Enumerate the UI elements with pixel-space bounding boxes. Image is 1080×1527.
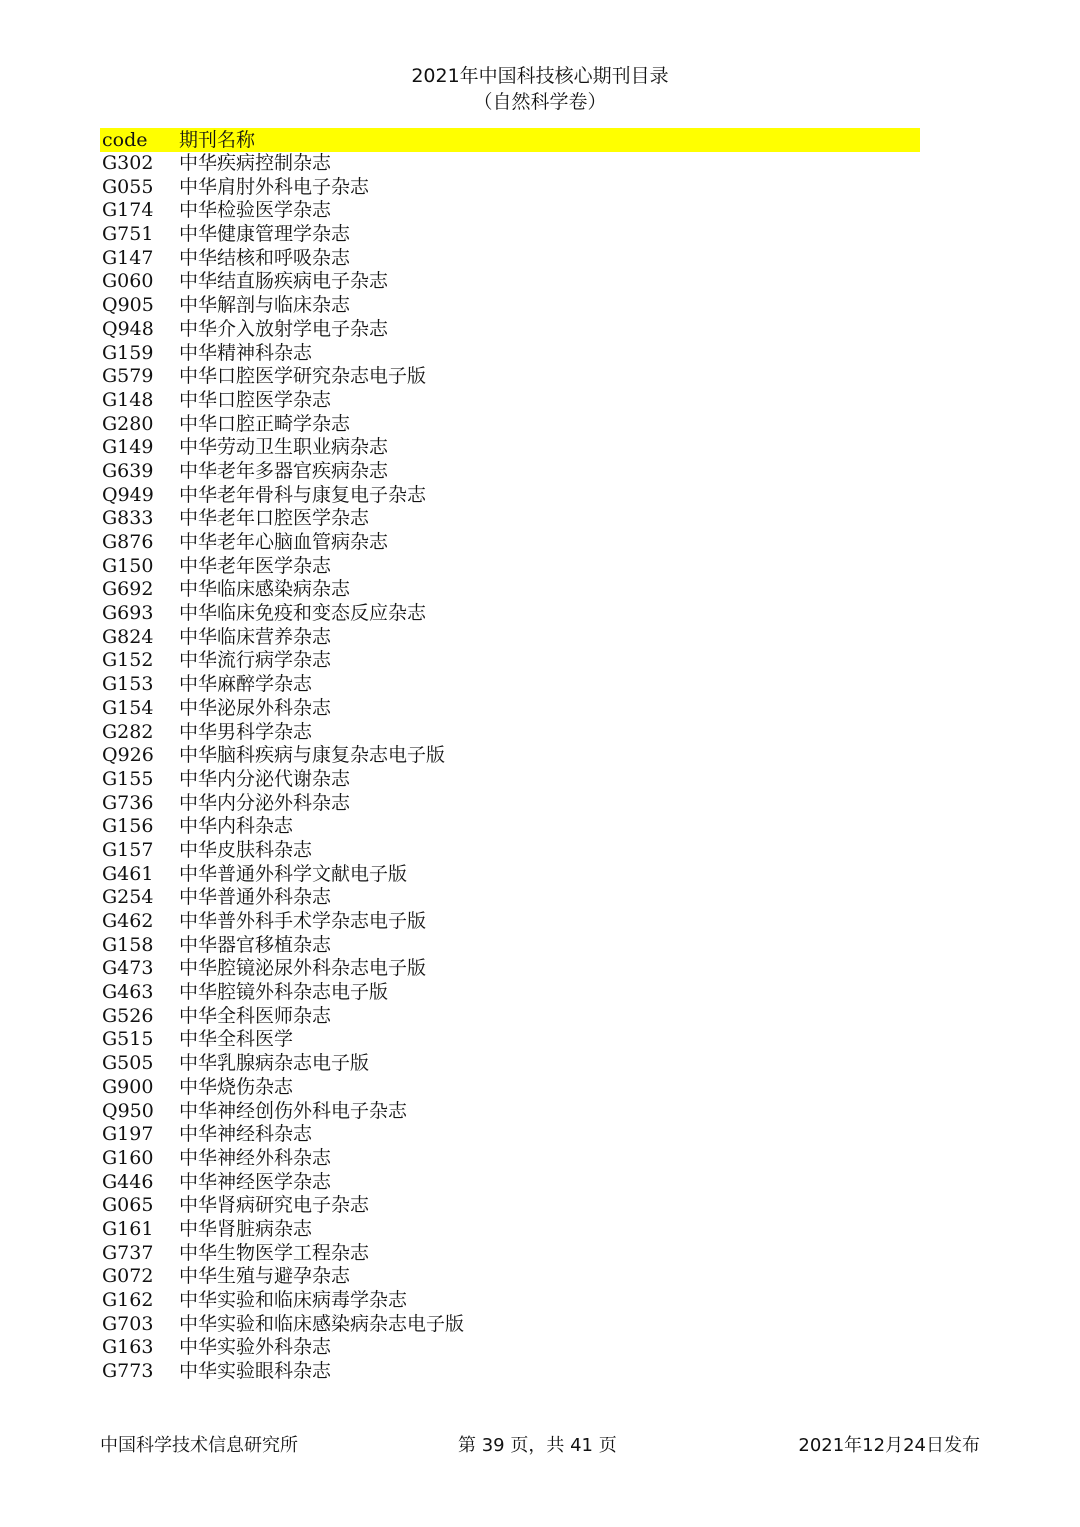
table-row <box>100 1171 920 1195</box>
journal-name: 中华神经医学杂志 <box>179 1170 332 1193</box>
table-row <box>100 839 920 863</box>
journal-code: G174 <box>102 199 154 222</box>
journal-code: G150 <box>102 554 154 577</box>
journal-table <box>100 128 920 1384</box>
journal-name: 中华肩肘外科电子杂志 <box>179 175 370 198</box>
journal-code: G692 <box>102 578 154 601</box>
journal-code: G463 <box>102 981 154 1004</box>
journal-name: 中华临床免疫和变态反应杂志 <box>179 602 427 625</box>
journal-code: G158 <box>102 933 154 956</box>
journal-code: G505 <box>102 1052 154 1075</box>
journal-code: Q948 <box>102 317 154 340</box>
table-row <box>100 555 920 579</box>
table-row <box>100 342 920 366</box>
journal-name: 中华神经外科杂志 <box>179 1146 332 1169</box>
journal-code: G824 <box>102 625 154 648</box>
journal-code: G161 <box>102 1217 154 1240</box>
table-row <box>100 957 920 981</box>
journal-name: 中华普外科手术学杂志电子版 <box>179 910 427 932</box>
journal-name: 中华神经科杂志 <box>179 1123 313 1146</box>
journal-name: 中华结直肠疾病电子杂志 <box>179 270 389 293</box>
document-title-block <box>0 63 1080 115</box>
journal-name: 中华全科医师杂志 <box>179 1004 332 1027</box>
journal-name: 中华神经创伤外科电子杂志 <box>179 1099 408 1122</box>
table-body <box>100 152 920 1384</box>
journal-name: 中华皮肤科杂志 <box>179 838 313 861</box>
journal-code: G876 <box>102 531 154 553</box>
table-row <box>100 413 920 437</box>
journal-name: 中华器官移植杂志 <box>179 933 332 956</box>
journal-name: 中华老年骨科与康复电子杂志 <box>179 483 427 506</box>
journal-code: G148 <box>102 388 154 411</box>
journal-code: G639 <box>102 459 154 482</box>
journal-name: 中华口腔医学研究杂志电子版 <box>179 365 427 388</box>
journal-code: Q905 <box>102 294 154 317</box>
table-row <box>100 484 920 508</box>
table-header-row <box>100 128 920 152</box>
table-row <box>100 815 920 839</box>
journal-name: 中华老年医学杂志 <box>179 554 332 577</box>
table-row <box>100 1147 920 1171</box>
page-footer <box>100 1433 980 1459</box>
journal-code: G159 <box>102 341 154 364</box>
table-row <box>100 318 920 342</box>
journal-code: G900 <box>102 1075 154 1098</box>
journal-code: G473 <box>102 957 154 980</box>
table-row <box>100 247 920 271</box>
table-row <box>100 981 920 1005</box>
journal-name: 中华临床营养杂志 <box>179 625 332 648</box>
table-row <box>100 721 920 745</box>
journal-name: 中华实验和临床感染病杂志电子版 <box>179 1312 465 1335</box>
document-title: 2021年中国科技核心期刊目录 <box>411 65 669 87</box>
journal-code: G152 <box>102 649 154 672</box>
journal-code: Q950 <box>102 1099 154 1122</box>
table-row <box>100 1005 920 1029</box>
journal-name: 中华检验医学杂志 <box>179 199 332 222</box>
journal-code: G065 <box>102 1194 154 1217</box>
journal-code: Q949 <box>102 483 154 506</box>
table-row <box>100 1265 920 1289</box>
journal-name: 中华肾脏病杂志 <box>179 1217 313 1240</box>
journal-code: G703 <box>102 1312 154 1335</box>
table-row <box>100 223 920 247</box>
journal-code: G693 <box>102 602 154 625</box>
journal-name: 中华内分泌外科杂志 <box>179 791 351 814</box>
journal-name: 中华肾病研究电子杂志 <box>179 1194 370 1217</box>
table-row <box>100 294 920 318</box>
document-subtitle: （自然科学卷） <box>473 91 607 113</box>
journal-code: G163 <box>102 1336 154 1359</box>
footer-page-info: 第 39 页，共 41 页 <box>458 1435 617 1456</box>
table-row <box>100 744 920 768</box>
journal-code: G282 <box>102 720 154 743</box>
journal-code: G526 <box>102 1004 154 1027</box>
journal-code: G155 <box>102 767 154 790</box>
journal-name: 中华口腔医学杂志 <box>179 388 332 411</box>
journal-code: G302 <box>102 152 154 174</box>
journal-name: 中华劳动卫生职业病杂志 <box>179 436 389 459</box>
journal-code: G153 <box>102 673 154 696</box>
journal-code: G154 <box>102 696 154 719</box>
journal-code: G157 <box>102 838 154 861</box>
table-row <box>100 910 920 934</box>
table-row <box>100 531 920 555</box>
table-row <box>100 507 920 531</box>
journal-code: G773 <box>102 1360 154 1383</box>
journal-code: G280 <box>102 412 154 435</box>
footer-publish-date: 2021年12月24日发布 <box>798 1435 980 1456</box>
table-row <box>100 649 920 673</box>
journal-code: G737 <box>102 1241 154 1264</box>
journal-code: G461 <box>102 862 154 885</box>
journal-name: 中华男科学杂志 <box>179 720 313 743</box>
table-row <box>100 1218 920 1242</box>
journal-name: 中华口腔正畸学杂志 <box>179 412 351 435</box>
table-row <box>100 1313 920 1337</box>
journal-name: 中华实验和临床病毒学杂志 <box>179 1289 408 1311</box>
journal-name: 中华生殖与避孕杂志 <box>179 1265 351 1288</box>
table-row <box>100 460 920 484</box>
journal-code: G072 <box>102 1265 154 1288</box>
journal-code: G515 <box>102 1028 154 1051</box>
journal-code: G060 <box>102 270 154 293</box>
journal-code: Q926 <box>102 744 154 767</box>
journal-code: G736 <box>102 791 154 814</box>
table-row <box>100 886 920 910</box>
journal-name: 中华脑科疾病与康复杂志电子版 <box>179 744 446 767</box>
footer-organization: 中国科学技术信息研究所 <box>100 1435 298 1456</box>
journal-name: 中华乳腺病杂志电子版 <box>179 1052 370 1075</box>
table-row <box>100 697 920 721</box>
journal-name: 中华解剖与临床杂志 <box>179 294 351 317</box>
journal-name: 中华泌尿外科杂志 <box>179 696 332 719</box>
journal-name: 中华实验外科杂志 <box>179 1336 332 1359</box>
journal-name: 中华流行病学杂志 <box>179 649 332 672</box>
table-row <box>100 152 920 176</box>
table-row <box>100 1336 920 1360</box>
journal-code: G055 <box>102 175 154 198</box>
table-row <box>100 1028 920 1052</box>
journal-name: 中华实验眼科杂志 <box>179 1360 332 1383</box>
journal-name: 中华老年口腔医学杂志 <box>179 507 370 530</box>
journal-name: 中华腔镜外科杂志电子版 <box>179 981 389 1004</box>
journal-name: 中华生物医学工程杂志 <box>179 1241 370 1264</box>
journal-name: 中华内科杂志 <box>179 815 294 838</box>
journal-name: 中华结核和呼吸杂志 <box>179 246 351 269</box>
column-header-name: 期刊名称 <box>179 129 256 151</box>
journal-name: 中华老年心脑血管病杂志 <box>179 531 389 553</box>
journal-code: G751 <box>102 223 154 246</box>
table-row <box>100 863 920 887</box>
column-header-code: code <box>102 129 148 151</box>
journal-name: 中华麻醉学杂志 <box>179 673 313 696</box>
journal-name: 中华精神科杂志 <box>179 341 313 364</box>
table-row <box>100 626 920 650</box>
journal-code: G579 <box>102 365 154 388</box>
journal-name: 中华疾病控制杂志 <box>179 152 332 174</box>
journal-name: 中华内分泌代谢杂志 <box>179 767 351 790</box>
table-row <box>100 1360 920 1384</box>
table-row <box>100 176 920 200</box>
table-row <box>100 792 920 816</box>
table-row <box>100 1242 920 1266</box>
table-row <box>100 270 920 294</box>
journal-name: 中华腔镜泌尿外科杂志电子版 <box>179 957 427 980</box>
journal-code: G160 <box>102 1146 154 1169</box>
table-row <box>100 1194 920 1218</box>
table-row <box>100 1052 920 1076</box>
table-row <box>100 1289 920 1313</box>
table-row <box>100 436 920 460</box>
table-row <box>100 1100 920 1124</box>
table-row <box>100 602 920 626</box>
journal-name: 中华老年多器官疾病杂志 <box>179 459 389 482</box>
table-row <box>100 578 920 602</box>
table-row <box>100 768 920 792</box>
table-row <box>100 673 920 697</box>
table-row <box>100 1123 920 1147</box>
journal-code: G833 <box>102 507 154 530</box>
journal-name: 中华烧伤杂志 <box>179 1075 294 1098</box>
journal-name: 中华健康管理学杂志 <box>179 223 351 246</box>
journal-code: G162 <box>102 1289 154 1311</box>
journal-code: G446 <box>102 1170 154 1193</box>
journal-code: G254 <box>102 886 154 909</box>
table-row <box>100 1076 920 1100</box>
table-row <box>100 199 920 223</box>
journal-name: 中华普通外科杂志 <box>179 886 332 909</box>
table-row <box>100 365 920 389</box>
journal-name: 中华介入放射学电子杂志 <box>179 317 389 340</box>
journal-code: G147 <box>102 246 154 269</box>
journal-code: G149 <box>102 436 154 459</box>
journal-code: G462 <box>102 910 154 932</box>
journal-code: G156 <box>102 815 154 838</box>
journal-code: G197 <box>102 1123 154 1146</box>
journal-name: 中华临床感染病杂志 <box>179 578 351 601</box>
table-row <box>100 389 920 413</box>
journal-name: 中华全科医学 <box>179 1028 294 1051</box>
journal-name: 中华普通外科学文献电子版 <box>179 862 408 885</box>
table-row <box>100 934 920 958</box>
